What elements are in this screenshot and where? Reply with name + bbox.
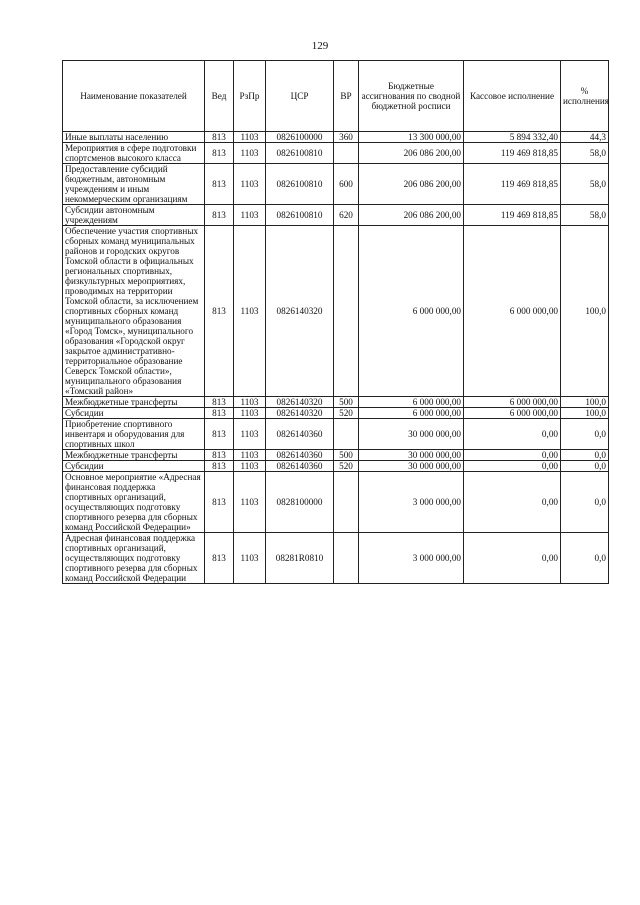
cell-vr: 600 <box>334 164 359 205</box>
cell-percent: 0,0 <box>561 461 609 472</box>
cell-cash: 6 000 000,00 <box>464 408 561 419</box>
cell-vr: 500 <box>334 450 359 461</box>
cell-name: Мероприятия в сфере подготовки спортсменов высокого класса <box>63 143 205 164</box>
cell-name: Межбюджетные трансферты <box>63 397 205 408</box>
cell-rzpr: 1103 <box>234 472 266 533</box>
cell-name: Субсидии <box>63 408 205 419</box>
table-row <box>63 143 609 164</box>
cell-csr: 0826140360 <box>266 450 334 461</box>
cell-percent: 58,0 <box>561 164 609 205</box>
cell-percent: 0,0 <box>561 450 609 461</box>
header-rzpr: РзПр <box>234 61 266 132</box>
cell-cash: 0,00 <box>464 472 561 533</box>
cell-cash: 119 469 818,85 <box>464 164 561 205</box>
table-row <box>63 419 609 450</box>
cell-csr: 08281R0810 <box>266 533 334 584</box>
cell-percent: 58,0 <box>561 205 609 226</box>
cell-vr: 500 <box>334 397 359 408</box>
cell-budget: 3 000 000,00 <box>359 533 464 584</box>
cell-name: Основное мероприятие «Адресная финансовая поддержка спортивных организаций, осуществляющих подготовку спортивного резерва для сборных команд Российской Федерации» <box>63 472 205 533</box>
cell-name: Адресная финансовая поддержка спортивных организаций, осуществляющих подготовку спортивного резерва для сборных команд Российской Федерации <box>63 533 205 584</box>
cell-csr: 0826140360 <box>266 461 334 472</box>
cell-vr <box>334 472 359 533</box>
cell-name: Иные выплаты населению <box>63 132 205 143</box>
cell-name: Предоставление субсидий бюджетным, автономным учреждениям и иным некоммерческим организациям <box>63 164 205 205</box>
cell-ved: 813 <box>205 419 234 450</box>
cell-csr: 0826140320 <box>266 408 334 419</box>
cell-rzpr: 1103 <box>234 397 266 408</box>
cell-ved: 813 <box>205 461 234 472</box>
table-row <box>63 461 609 472</box>
table-row <box>63 226 609 397</box>
cell-ved: 813 <box>205 164 234 205</box>
cell-budget: 206 086 200,00 <box>359 143 464 164</box>
cell-ved: 813 <box>205 397 234 408</box>
table-row <box>63 533 609 584</box>
cell-rzpr: 1103 <box>234 164 266 205</box>
cell-cash: 0,00 <box>464 461 561 472</box>
cell-budget: 30 000 000,00 <box>359 450 464 461</box>
cell-budget: 6 000 000,00 <box>359 226 464 397</box>
cell-vr <box>334 143 359 164</box>
cell-vr: 520 <box>334 461 359 472</box>
cell-percent: 0,0 <box>561 533 609 584</box>
header-ved: Вед <box>205 61 234 132</box>
table-row <box>63 472 609 533</box>
page-number: 129 <box>311 40 329 52</box>
cell-percent: 0,0 <box>561 472 609 533</box>
cell-rzpr: 1103 <box>234 226 266 397</box>
cell-budget: 13 300 000,00 <box>359 132 464 143</box>
cell-budget: 206 086 200,00 <box>359 164 464 205</box>
cell-name: Субсидии <box>63 461 205 472</box>
cell-vr: 520 <box>334 408 359 419</box>
cell-rzpr: 1103 <box>234 461 266 472</box>
cell-vr <box>334 419 359 450</box>
cell-rzpr: 1103 <box>234 132 266 143</box>
cell-ved: 813 <box>205 143 234 164</box>
table-row <box>63 132 609 143</box>
cell-budget: 6 000 000,00 <box>359 408 464 419</box>
header-csr: ЦСР <box>266 61 334 132</box>
cell-cash: 0,00 <box>464 450 561 461</box>
table-row <box>63 450 609 461</box>
cell-cash: 0,00 <box>464 533 561 584</box>
cell-percent: 44,3 <box>561 132 609 143</box>
cell-cash: 119 469 818,85 <box>464 205 561 226</box>
budget-table <box>62 60 609 584</box>
cell-name: Субсидии автономным учреждениям <box>63 205 205 226</box>
cell-budget: 30 000 000,00 <box>359 419 464 450</box>
header-cash: Кассовое исполнение <box>464 61 561 132</box>
table-body <box>63 132 609 584</box>
cell-percent: 58,0 <box>561 143 609 164</box>
cell-vr: 360 <box>334 132 359 143</box>
cell-csr: 0826100810 <box>266 205 334 226</box>
cell-cash: 0,00 <box>464 419 561 450</box>
cell-cash: 6 000 000,00 <box>464 226 561 397</box>
cell-rzpr: 1103 <box>234 205 266 226</box>
cell-name: Обеспечение участия спортивных сборных команд муниципальных районов и городских округов Томской области в официальных региональных спортивных, физкультурных мероприятиях, проводимых на территории Томской области, за исключением спортивных сборных команд муниципального образования «Город Томск», муниципального образования «Городской округ закрытое административно-территориальное образование Северск Томской области», муниципального образования «Томский район» <box>63 226 205 397</box>
cell-vr: 620 <box>334 205 359 226</box>
cell-csr: 0826100000 <box>266 132 334 143</box>
cell-budget: 6 000 000,00 <box>359 397 464 408</box>
cell-ved: 813 <box>205 408 234 419</box>
cell-percent: 100,0 <box>561 397 609 408</box>
cell-vr <box>334 533 359 584</box>
cell-csr: 0826100810 <box>266 143 334 164</box>
cell-ved: 813 <box>205 205 234 226</box>
cell-csr: 0828100000 <box>266 472 334 533</box>
cell-percent: 0,0 <box>561 419 609 450</box>
cell-percent: 100,0 <box>561 408 609 419</box>
cell-percent: 100,0 <box>561 226 609 397</box>
cell-cash: 5 894 332,40 <box>464 132 561 143</box>
cell-cash: 6 000 000,00 <box>464 397 561 408</box>
header-name: Наименование показателей <box>63 61 205 132</box>
table-row <box>63 205 609 226</box>
table-row <box>63 164 609 205</box>
cell-rzpr: 1103 <box>234 450 266 461</box>
cell-rzpr: 1103 <box>234 408 266 419</box>
cell-budget: 30 000 000,00 <box>359 461 464 472</box>
cell-csr: 0826140320 <box>266 397 334 408</box>
header-budget: Бюджетные ассигнования по сводной бюджетной росписи <box>359 61 464 132</box>
cell-rzpr: 1103 <box>234 533 266 584</box>
table-row <box>63 397 609 408</box>
cell-rzpr: 1103 <box>234 419 266 450</box>
cell-ved: 813 <box>205 132 234 143</box>
cell-csr: 0826100810 <box>266 164 334 205</box>
cell-rzpr: 1103 <box>234 143 266 164</box>
cell-budget: 206 086 200,00 <box>359 205 464 226</box>
cell-csr: 0826140360 <box>266 419 334 450</box>
table-row <box>63 408 609 419</box>
cell-ved: 813 <box>205 472 234 533</box>
cell-cash: 119 469 818,85 <box>464 143 561 164</box>
cell-ved: 813 <box>205 533 234 584</box>
cell-csr: 0826140320 <box>266 226 334 397</box>
cell-vr <box>334 226 359 397</box>
cell-ved: 813 <box>205 226 234 397</box>
table-header-row <box>63 61 609 132</box>
header-vr: ВР <box>334 61 359 132</box>
cell-name: Приобретение спортивного инвентаря и оборудования для спортивных школ <box>63 419 205 450</box>
cell-name: Межбюджетные трансферты <box>63 450 205 461</box>
header-percent: % исполнения <box>561 61 609 132</box>
cell-ved: 813 <box>205 450 234 461</box>
cell-budget: 3 000 000,00 <box>359 472 464 533</box>
